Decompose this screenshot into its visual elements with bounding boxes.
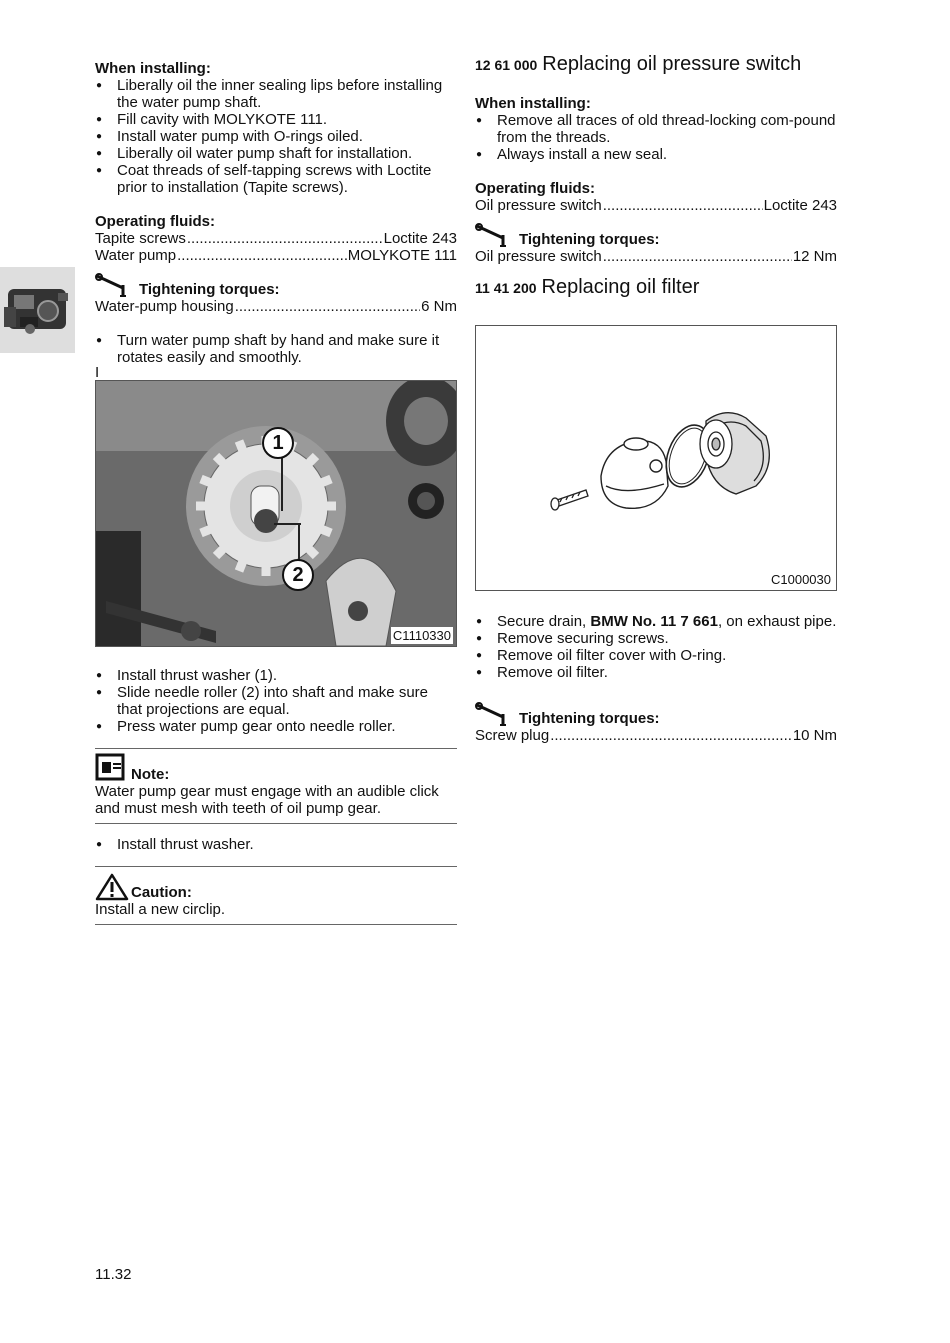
- torque-wrench-icon: [475, 701, 515, 727]
- note-heading: Note:: [131, 766, 170, 783]
- note-header: [95, 751, 457, 783]
- list-item: ● Remove securing screws.: [475, 630, 837, 647]
- warning-icon: [95, 873, 129, 901]
- list-item: ● Always install a new seal.: [475, 146, 837, 163]
- spec-row: [475, 197, 837, 214]
- tool-number: BMW No. 11 7 661: [590, 613, 718, 630]
- filter-steps-list: [475, 613, 837, 681]
- section-number: 12 61 000: [475, 57, 538, 73]
- photo-caption: C1110330: [392, 628, 451, 643]
- list-item: ● Install water pump with O-rings oiled.: [95, 128, 457, 145]
- list-item: [475, 613, 837, 630]
- list-item: ● Turn water pump shaft by hand and make sure it rotates easily and smoothly.: [95, 332, 457, 366]
- list-item: ● Remove oil filter cover with O-ring.: [475, 647, 837, 664]
- torque-heading-row: [475, 214, 837, 248]
- section-number: 11 41 200: [475, 280, 537, 296]
- torque-heading-row: [95, 264, 457, 298]
- spec-row: [95, 247, 457, 264]
- check-list: [95, 332, 457, 366]
- list-item: ● Fill cavity with MOLYKOTE 111.: [95, 111, 457, 128]
- caution-header: [95, 869, 457, 901]
- spec-item: Screw plug: [475, 727, 550, 744]
- spec-item: Water-pump housing: [95, 298, 234, 315]
- torque-heading: Tightening torques:: [519, 710, 660, 727]
- list-item: ● Install thrust washer.: [95, 836, 457, 853]
- install-heading: When installing:: [475, 95, 591, 112]
- install-heading: When installing:: [95, 60, 211, 77]
- engine-thumbnail-icon: [0, 267, 75, 353]
- spec-value: Loctite 243: [763, 197, 837, 214]
- spec-row: [475, 727, 837, 744]
- list-item: ● Remove all traces of old thread-locking com-pound from the threads.: [475, 112, 837, 146]
- list-item: ● Slide needle roller (2) into shaft and make sure that projections are equal.: [95, 684, 457, 718]
- spec-item: Oil pressure switch: [475, 197, 602, 214]
- section-title: [475, 276, 837, 305]
- spec-item: Oil pressure switch: [475, 248, 602, 265]
- fluids-heading: Operating fluids:: [95, 213, 215, 230]
- list-item: ● Coat threads of self-tapping screws with Loctite prior to installation (Tapite screws).: [95, 162, 457, 196]
- spec-value: 10 Nm: [792, 727, 837, 744]
- callout-1: 1: [262, 427, 294, 459]
- torque-wrench-icon: [95, 272, 135, 298]
- section-title: [475, 53, 837, 82]
- section-heading: Replacing oil pressure switch: [542, 53, 802, 75]
- spec-value: MOLYKOTE 111: [347, 247, 457, 264]
- spec-value: Loctite 243: [383, 230, 457, 247]
- right-column: [475, 53, 837, 744]
- spec-row: [475, 248, 837, 265]
- left-column: [95, 60, 457, 925]
- spec-item: Tapite screws: [95, 230, 186, 247]
- spec-item: Water pump: [95, 247, 177, 264]
- spec-value: 12 Nm: [792, 248, 837, 265]
- torque-heading: Tightening torques:: [519, 231, 660, 248]
- spec-row: [95, 298, 457, 315]
- torque-heading: Tightening torques:: [139, 281, 280, 298]
- install-steps-list: [95, 77, 457, 196]
- list-item: ● Remove oil filter.: [475, 664, 837, 681]
- oil-filter-figure: [475, 325, 837, 591]
- pump-gear-photo: [95, 380, 457, 647]
- callout-2: 2: [282, 559, 314, 591]
- step-text: Secure drain,: [497, 613, 591, 630]
- figure-caption: C1000030: [771, 572, 831, 587]
- stray-mark: I: [95, 364, 100, 381]
- step-text: , on exhaust pipe.: [717, 613, 837, 630]
- chapter-tab: [0, 267, 75, 353]
- final-steps-list: [95, 836, 457, 853]
- list-item: ● Liberally oil the inner sealing lips before installing the water pump shaft.: [95, 77, 457, 111]
- caution-box: [95, 866, 457, 925]
- note-box: [95, 748, 457, 824]
- note-icon: [95, 753, 127, 783]
- install-steps-list: [475, 112, 837, 163]
- spec-value: 6 Nm: [421, 298, 457, 315]
- spec-row: [95, 230, 457, 247]
- torque-wrench-icon: [475, 222, 515, 248]
- list-item: ● Install thrust washer (1).: [95, 667, 457, 684]
- list-item: ● Liberally oil water pump shaft for installation.: [95, 145, 457, 162]
- note-text: Water pump gear must engage with an audible click and must mesh with teeth of oil pump gear.: [95, 783, 439, 817]
- assembly-steps-list: [95, 667, 457, 735]
- torque-heading-row: [475, 693, 837, 727]
- fluids-heading: Operating fluids:: [475, 180, 595, 197]
- list-item: ● Press water pump gear onto needle roller.: [95, 718, 457, 735]
- oil-filter-exploded-illustration: [476, 326, 836, 590]
- caution-heading: Caution:: [131, 884, 192, 901]
- page-number: 11.32: [95, 1266, 132, 1283]
- pump-gear-illustration: [96, 381, 456, 646]
- caution-text: Install a new circlip.: [95, 901, 226, 918]
- section-heading: Replacing oil filter: [541, 276, 700, 298]
